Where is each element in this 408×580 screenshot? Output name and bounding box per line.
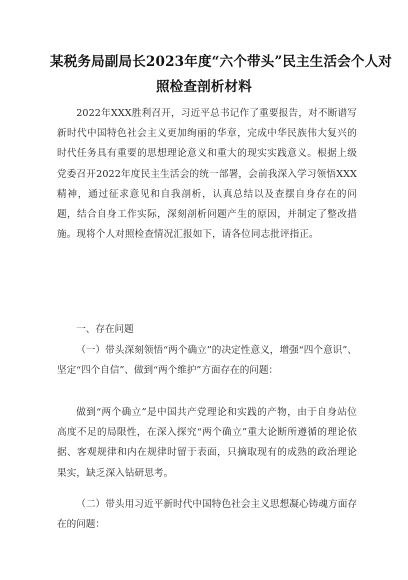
document-title-line-1: 某税务局副局长2023年度“六个带头”民主生活会个人对 [50, 54, 393, 70]
intro-paragraph: 2022年XXX胜利召开，习近平总书记作了重要报告，对不断谱写新时代中国特色社会主义更加绚丽的华章，完成中华民族伟大复兴的时代任务具有重要的思想理论意义和重大的现实实践意义。根据上级党委召开2022年度民主生活会的统一部署，会前我深入学习领悟XXX精神，通过征求意见和自我剖析，认真总结以及查摆自身存在的问题，结合自身工作实际，深刻剖析问题产生的原因，并制定了整改措施。现将个人对照检查情况汇报如下，请各位同志批评指正。 [57, 108, 357, 241]
section-heading-problems: 一、存在问题 [76, 324, 134, 335]
document-title-line-2: 照检查剖析材料 [156, 79, 252, 95]
body-paragraph-1: 做到“两个确立”是中国共产党理论和实践的产物，由于自身站位高度不足的局限性，在深入探究“两个确立”重大论断所遵循的理论依据、客观规律和内在规律时留于表面，只摘取现有的成熟的政治理论果实，缺乏深入钻研思考。 [57, 407, 357, 479]
subsection-heading-1: （一）带头深刻领悟“两个确立”的决定性意义，增强“四个意识”、坚定“四个自信”、做到“两个维护”方面存在的问题： [57, 345, 357, 377]
subsection-heading-2: （二）带头用习近平新时代中国特色社会主义思想凝心铸魂方面存在的问题： [57, 499, 357, 531]
